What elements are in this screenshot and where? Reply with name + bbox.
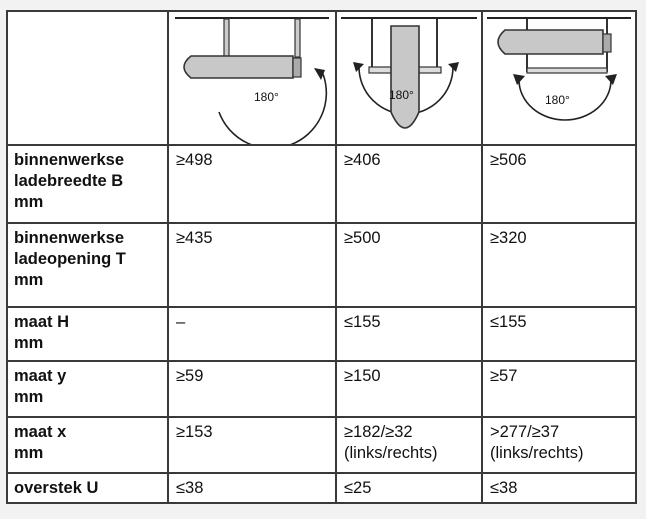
angle-label-2: 180° [389, 88, 414, 102]
value-cell: ≥153 [168, 417, 336, 473]
row-label: binnenwerkse ladebreedte B mm [7, 145, 168, 223]
table-row [7, 223, 636, 307]
value-cell: ≤38 [168, 473, 336, 503]
value-cell: ≥506 [482, 145, 636, 223]
table-row [7, 145, 636, 223]
angle-label-1: 180° [254, 90, 279, 104]
ironing-board-side-diagram [169, 12, 335, 144]
value-cell: ≥150 [336, 361, 482, 417]
table-row [7, 361, 636, 417]
diagram-cell-2 [336, 11, 482, 145]
table-row [7, 307, 636, 361]
table-row [7, 417, 636, 473]
spec-table [6, 10, 637, 504]
value-cell: ≤25 [336, 473, 482, 503]
value-cell: ≥406 [336, 145, 482, 223]
value-cell: ≥435 [168, 223, 336, 307]
value-cell: ≤155 [336, 307, 482, 361]
ironing-board-drawer-diagram [483, 12, 635, 144]
value-cell: ≥57 [482, 361, 636, 417]
table-row [7, 473, 636, 503]
diagram-cell-1 [168, 11, 336, 145]
value-cell: ≥498 [168, 145, 336, 223]
row-label: overstek U [7, 473, 168, 503]
value-cell: ≥59 [168, 361, 336, 417]
row-label: binnenwerkse ladeopening T mm [7, 223, 168, 307]
value-cell: ≥182/≥32 (links/rechts) [336, 417, 482, 473]
ironing-board-front-diagram [337, 12, 481, 144]
value-cell: >277/≥37 (links/rechts) [482, 417, 636, 473]
diagram-cell-3 [482, 11, 636, 145]
row-label: maat x mm [7, 417, 168, 473]
diagram-row [7, 11, 636, 145]
row-label: maat y mm [7, 361, 168, 417]
value-cell: ≤38 [482, 473, 636, 503]
value-cell: ≥320 [482, 223, 636, 307]
angle-label-3: 180° [545, 93, 570, 107]
value-cell: – [168, 307, 336, 361]
value-cell: ≤155 [482, 307, 636, 361]
value-cell: ≥500 [336, 223, 482, 307]
corner-cell [7, 11, 168, 145]
row-label: maat H mm [7, 307, 168, 361]
